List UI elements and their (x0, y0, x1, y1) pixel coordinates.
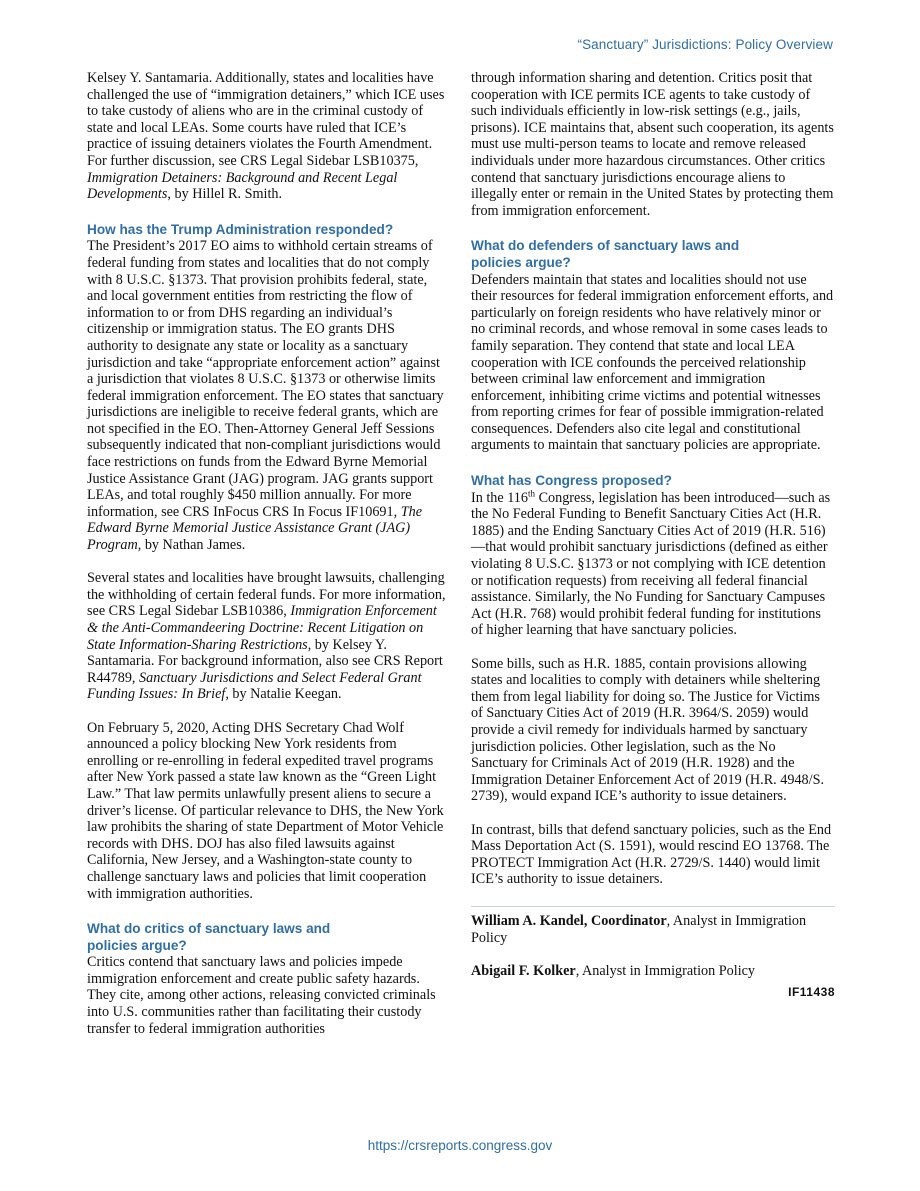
author-title: , Analyst in Immigration Policy (575, 962, 756, 979)
paragraph: Defenders maintain that states and localities should not use their resources for federal immigration enforcement efforts, and particularly on foreign residents who have relatively minor or no criminal records, and whose removal in some cases leads to family separation. They contend that state and local LEA cooperation with ICE confounds the perceived relationship between criminal law enforcement and immigration enforcement, inhibiting crime victims and potential witnesses from reporting crimes for fear of possible immigration-related consequences. Defenders also cite legal and constitutional arguments to maintain that sanctuary policies are appropriate. (471, 271, 834, 454)
text-run: , by Natalie Keegan. (225, 686, 342, 703)
ordinal-suffix: th (528, 487, 536, 498)
author-name: Abigail F. Kolker (471, 962, 576, 979)
heading-line: What do critics of sanctuary laws and (87, 921, 331, 937)
author-entry (471, 913, 835, 946)
running-header: “Sanctuary” Jurisdictions: Policy Overview (577, 37, 833, 52)
section-defenders (471, 238, 835, 454)
section-heading (87, 921, 449, 954)
citation-title: Immigration Enforcement & the Anti-Commandeering Doctrine: Recent Litigation on State Information-Sharing Restrictions (87, 603, 437, 653)
citation-title: Sanctuary Jurisdictions and Select Federal Grant Funding Issues: In Brief (87, 669, 422, 703)
heading-line: policies argue? (87, 937, 187, 953)
section-heading: How has the Trump Administration responded? (87, 221, 394, 237)
section-congress (471, 473, 835, 888)
section-heading (471, 238, 835, 271)
text-run: Congress, legislation has been introduced—such as the No Federal Funding to Benefit Sanctuary Cities Act (H.R. 1885) and the Ending Sanctuary Cities Act of 2019 (H.R. 516)—that would prohibit sanctuary jurisdictions (defined as either violating 8 U.S.C. §1373 or not complying with ICE detention or notification requests) from receiving all federal financial assistance. Similarly, the No Funding for Sanctuary Campuses Act (H.R. 768) would prohibit federal funding for institutions of higher learning that have sanctuary policies. (471, 489, 831, 639)
heading-line: policies argue? (471, 254, 571, 270)
paragraph-continuation: through information sharing and detention. Critics posit that cooperation with ICE permits ICE agents to take custody of such individuals efficiently in low-risk settings (e.g., jails, prisons). ICE maintains that, absent such cooperation, its agents must use multi-person teams to locate and remove released individuals under more hazardous circumstances. Other critics contend that sanctuary jurisdictions encourage aliens to illegally enter or remain in the United States by protecting them from immigration enforcement. (471, 70, 834, 219)
paragraph (87, 570, 449, 703)
text-run: The President’s 2017 EO aims to withhold certain streams of federal funding from states and localities that do not comply with 8 U.S.C. §1373. That provision prohibits federal, state, and local government entities from restricting the flow of information to or from DHS regarding an individual’s citizenship or immigration status. The EO grants DHS authority to designate any state or locality as a sanctuary jurisdiction and take “appropriate enforcement action” against a jurisdiction that violates 8 U.S.C. §1373 or otherwise limits federal immigration enforcement. The EO states that sanctuary jurisdictions are ineligible to receive federal grants, which are not specified in the EO. Then-Attorney General Jeff Sessions subsequently indicated that non-compliant jurisdictions would face restrictions on funds from the Edward Byrne Memorial Justice Assistance Grant (JAG) program. JAG grants support LEAs, and total roughly $450 million annually. For more information, see CRS InFocus CRS In Focus IF10691, (87, 238, 444, 520)
paragraph: In contrast, bills that defend sanctuary policies, such as the End Mass Deportation Act (S. 1591), would rescind EO 13768. The PROTECT Immigration Act (H.R. 2729/S. 1440) would limit ICE’s authority to issue detainers. (471, 821, 832, 888)
right-column (471, 70, 835, 1001)
divider (471, 906, 835, 907)
author-name: William A. Kandel, Coordinator (471, 912, 667, 929)
footer-url[interactable]: https://crsreports.congress.gov (367, 1138, 553, 1153)
citation-title: The Edward Byrne Memorial Justice Assistance Grant (JAG) Program (87, 503, 422, 554)
text-run: , by Hillel R. Smith. (167, 186, 283, 203)
paragraph: Some bills, such as H.R. 1885, contain provisions allowing states and localities to comply with detainers while sheltering them from legal liability for doing so. The Justice for Victims of Sanctuary Cities Act of 2019 (H.R. 3964/S. 2059) would provide a civil remedy for individuals harmed by sanctuary jurisdiction policies. Other legislation, such as the No Sanctuary for Criminals Act of 2019 (H.R. 1928) and the Immigration Detainer Enforcement Act of 2019 (H.R. 4948/S. 2739), would expand ICE’s authority to issue detainers. (471, 655, 825, 805)
paragraph (87, 238, 449, 553)
text-run: Several states and localities have brought lawsuits, challenging the withholding of certain federal funds. For more information, see CRS Legal Sidebar LSB10386, (87, 570, 446, 620)
paragraph (471, 487, 835, 639)
paragraph: Critics contend that sanctuary laws and policies impede immigration enforcement and create public safety hazards. They cite, among other actions, releasing convicted criminals into U.S. communities rather than facilitating their custody transfer to federal immigration authorities (87, 954, 436, 1037)
paragraph-continuation (87, 70, 449, 203)
text-run: In the 116 (471, 489, 528, 506)
citation-title: Immigration Detainers: Background and Recent Legal Developments (87, 169, 398, 203)
section-heading: What has Congress proposed? (471, 473, 672, 489)
text-run: Kelsey Y. Santamaria. Additionally, states and localities have challenged the use of “immigration detainers,” which ICE uses to take custody of aliens who are in the criminal custody of state and local LEAs. Some courts have ruled that ICE’s practice of issuing detainers violates the Fourth Amendment. For further discussion, see CRS Legal Sidebar LSB10375, (87, 70, 445, 169)
text-run: , by Kelsey Y. Santamaria. For background information, also see CRS Report R44789, (87, 636, 443, 686)
text-run: , by Nathan James. (137, 537, 246, 554)
paragraph: On February 5, 2020, Acting DHS Secretary Chad Wolf announced a policy blocking New York residents from enrolling or re-enrolling in federal expedited travel programs after New York passed a state law known as the “Green Light Law.” That law permits unlawfully present aliens to secure a driver’s license. Of particular relevance to DHS, the New York law prohibits the sharing of state Department of Motor Vehicle records with DHS. DOJ has also filed lawsuits against California, New Jersey, and a Washington-state county to challenge sanctuary laws and policies that limit cooperation with immigration authorities. (87, 719, 444, 902)
author-title: , Analyst in Immigration Policy (471, 912, 807, 946)
section-trump-response (87, 222, 449, 902)
report-id: IF11438 (788, 985, 835, 1000)
section-critics (87, 921, 449, 1037)
author-list (471, 913, 835, 979)
left-column (87, 70, 449, 1037)
author-entry (471, 963, 835, 980)
heading-line: What do defenders of sanctuary laws and (471, 238, 740, 254)
